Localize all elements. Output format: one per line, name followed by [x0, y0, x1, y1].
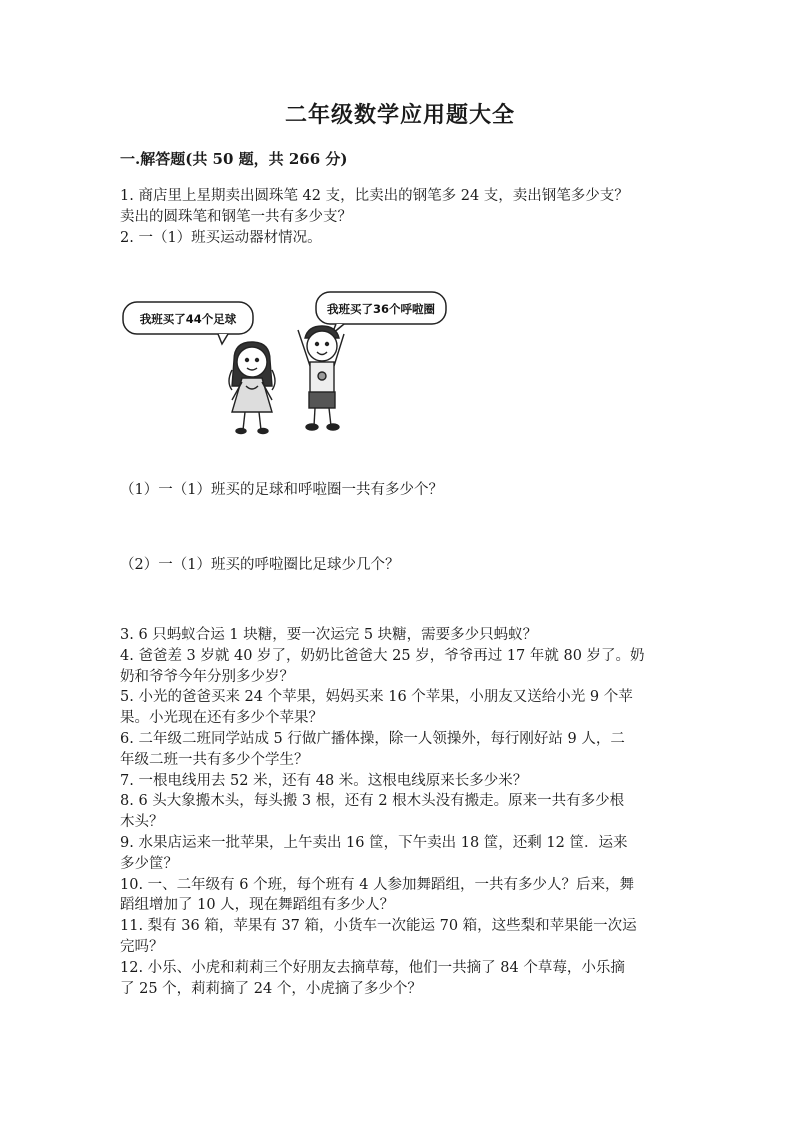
page-title: 二年级数学应用题大全	[284, 102, 515, 128]
question-line: 果。小光现在还有多少个苹果？	[120, 710, 323, 727]
kids-illustration	[122, 286, 452, 436]
question-line: 6. 二年级二班同学站成 5 行做广播体操，除一人领操外，每行刚好站 9 人，二	[120, 730, 625, 747]
girl-bubble-text: 我班买了44个足球	[139, 312, 237, 326]
question-line: 3. 6 只蚂蚁合运 1 块糖，要一次运完 5 块糖，需要多少只蚂蚁？	[120, 627, 538, 643]
question-2: 2. 一（1）班买运动器材情况。	[120, 229, 322, 246]
question-line: 木头？	[120, 814, 164, 831]
sub-question-1: （1）一（1）班买的足球和呼啦圈一共有多少个？	[120, 482, 443, 498]
question-block-1-2	[120, 186, 680, 248]
boy-speech-bubble	[316, 292, 446, 334]
question-line: 奶和爷爷今年分别多少岁？	[120, 668, 294, 685]
question-line: 完吗？	[120, 938, 164, 955]
girl-figure	[229, 342, 275, 434]
question-line: 9. 水果店运来一批苹果，上午卖出 16 筐，下午卖出 18 筐，还剩 12 筐．运来	[120, 834, 628, 851]
question-1-line-1: 1. 商店里上星期卖出圆珠笔 42 支，比卖出的钢笔多 24 支，卖出钢笔多少支？	[120, 188, 629, 204]
section-heading: 一.解答题(共 50 题，共 266 分)	[120, 150, 348, 168]
question-line: 多少筐？	[120, 855, 178, 872]
question-line: 7. 一根电线用去 52 米，还有 48 米。这根电线原来长多少米？	[120, 772, 528, 789]
boy-bubble-text: 我班买了36个呼啦圈	[326, 302, 436, 316]
question-line: 12. 小乐、小虎和莉莉三个好朋友去摘草莓，他们一共摘了 84 个草莓，小乐摘	[120, 959, 625, 976]
girl-speech-bubble	[123, 302, 253, 344]
question-line: 8. 6 头大象搬木头，每头搬 3 根，还有 2 根木头没有搬走。原来一共有多少根	[120, 793, 625, 810]
question-line: 蹈组增加了 10 人，现在舞蹈组有多少人？	[120, 897, 395, 914]
sub-question-2: （2）一（1）班买的呼啦圈比足球少几个？	[120, 557, 400, 573]
question-line: 10. 一、二年级有 6 个班，每个班有 4 人参加舞蹈组，一共有多少人？后来，舞	[120, 876, 635, 893]
question-line: 了 25 个，莉莉摘了 24 个，小虎摘了多少个？	[120, 980, 422, 997]
question-line: 4. 爸爸差 3 岁就 40 岁了，奶奶比爸爸大 25 岁，爷爷再过 17 年就 80 岁了。奶	[120, 647, 645, 664]
question-block-3-12	[120, 625, 680, 999]
question-line: 5. 小光的爸爸买来 24 个苹果，妈妈买来 16 个苹果，小朋友又送给小光 9 个苹	[120, 689, 633, 706]
question-line: 11. 梨有 36 箱，苹果有 37 箱，小货车一次能运 70 箱，这些梨和苹果能一次运	[120, 918, 637, 935]
boy-figure	[298, 326, 344, 430]
question-line: 年级二班一共有多少个学生？	[120, 751, 309, 768]
question-1-line-2: 卖出的圆珠笔和钢笔一共有多少支？	[120, 208, 352, 225]
